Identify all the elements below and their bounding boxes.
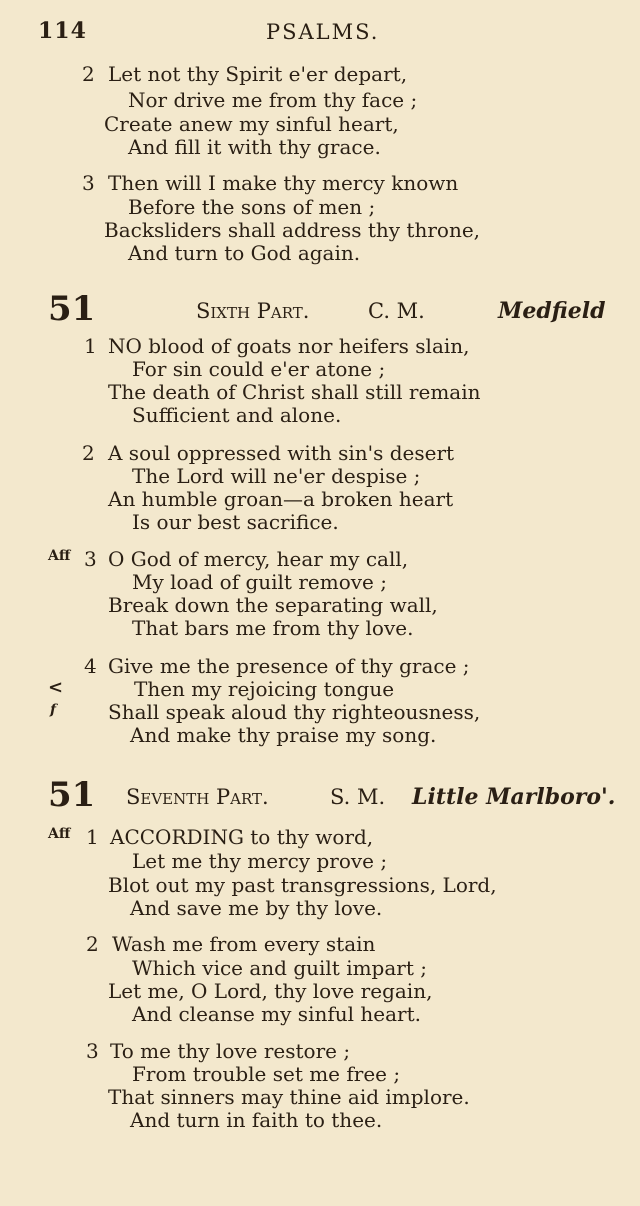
verse-line: ACCORDING to thy word, bbox=[110, 825, 374, 849]
verse-line: The Lord will ne'er despise ; bbox=[132, 464, 421, 488]
verse-line: Is our best sacrifice. bbox=[132, 510, 339, 534]
verse-line: Let me, O Lord, thy love regain, bbox=[108, 979, 433, 1003]
tune-name: Medfield bbox=[498, 298, 606, 324]
verse-number: 4 bbox=[84, 654, 97, 678]
verse-line: Before the sons of men ; bbox=[128, 195, 376, 219]
verse-line: Then will I make thy mercy known bbox=[108, 171, 459, 195]
verse-line: Backsliders shall address thy throne, bbox=[104, 218, 481, 242]
verse-line: Break down the separating wall, bbox=[108, 593, 438, 617]
margin-mark: Aff bbox=[48, 548, 71, 564]
verse-number: 2 bbox=[86, 932, 99, 956]
verse-line: That sinners may thine aid implore. bbox=[108, 1085, 470, 1109]
running-head: PSALMS. bbox=[266, 20, 380, 44]
margin-mark: Aff bbox=[48, 826, 71, 842]
verse-line: Sufficient and alone. bbox=[132, 403, 342, 427]
verse-number: 2 bbox=[82, 441, 95, 465]
verse-line: NO blood of goats nor heifers slain, bbox=[108, 334, 470, 358]
verse-line: And fill it with thy grace. bbox=[128, 135, 381, 159]
verse-line: And turn to God again. bbox=[128, 241, 361, 265]
verse-line: O God of mercy, hear my call, bbox=[108, 547, 409, 571]
verse-line: And save me by thy love. bbox=[130, 896, 383, 920]
verse-line: Let me thy mercy prove ; bbox=[132, 849, 388, 873]
verse-number: 3 bbox=[82, 171, 95, 195]
verse-line: To me thy love restore ; bbox=[110, 1039, 351, 1063]
verse-line: My load of guilt remove ; bbox=[132, 570, 387, 594]
hymn-number: 51 bbox=[48, 775, 96, 815]
margin-mark: f bbox=[50, 702, 57, 718]
tune-name: Little Marlboro'. bbox=[412, 784, 616, 810]
verse-line: That bars me from thy love. bbox=[132, 616, 414, 640]
verse-line: For sin could e'er atone ; bbox=[132, 357, 386, 381]
verse-line: Blot out my past transgressions, Lord, bbox=[108, 873, 497, 897]
verse-line: Then my rejoicing tongue bbox=[134, 677, 395, 701]
hymn-part: Sixth Part. bbox=[196, 299, 310, 323]
verse-number: 2 bbox=[82, 62, 95, 86]
verse-line: An humble groan—a broken heart bbox=[108, 487, 454, 511]
margin-mark: < bbox=[48, 677, 64, 698]
verse-line: Which vice and guilt impart ; bbox=[132, 956, 427, 980]
verse-line: Nor drive me from thy face ; bbox=[128, 88, 418, 112]
verse-line: A soul oppressed with sin's desert bbox=[108, 441, 455, 465]
page-number: 114 bbox=[38, 18, 87, 44]
verse-line: Let not thy Spirit e'er depart, bbox=[108, 62, 408, 86]
verse-line: Shall speak aloud thy righteousness, bbox=[108, 700, 481, 724]
verse-number: 1 bbox=[86, 825, 99, 849]
verse-number: 1 bbox=[84, 334, 97, 358]
verse-line: And make thy praise my song. bbox=[130, 723, 437, 747]
verse-number: 3 bbox=[86, 1039, 99, 1063]
hymn-meter: S. M. bbox=[330, 785, 386, 809]
hymn-part: Seventh Part. bbox=[126, 785, 269, 809]
verse-line: And cleanse my sinful heart. bbox=[132, 1002, 421, 1026]
verse-line: From trouble set me free ; bbox=[132, 1062, 401, 1086]
verse-line: Give me the presence of thy grace ; bbox=[108, 654, 470, 678]
verse-line: The death of Christ shall still remain bbox=[108, 380, 481, 404]
hymn-meter: C. M. bbox=[368, 299, 425, 323]
verse-line: Wash me from every stain bbox=[112, 932, 376, 956]
verse-line: Create anew my sinful heart, bbox=[104, 112, 399, 136]
hymn-number: 51 bbox=[48, 289, 96, 329]
verse-line: And turn in faith to thee. bbox=[130, 1108, 383, 1132]
verse-number: 3 bbox=[84, 547, 97, 571]
